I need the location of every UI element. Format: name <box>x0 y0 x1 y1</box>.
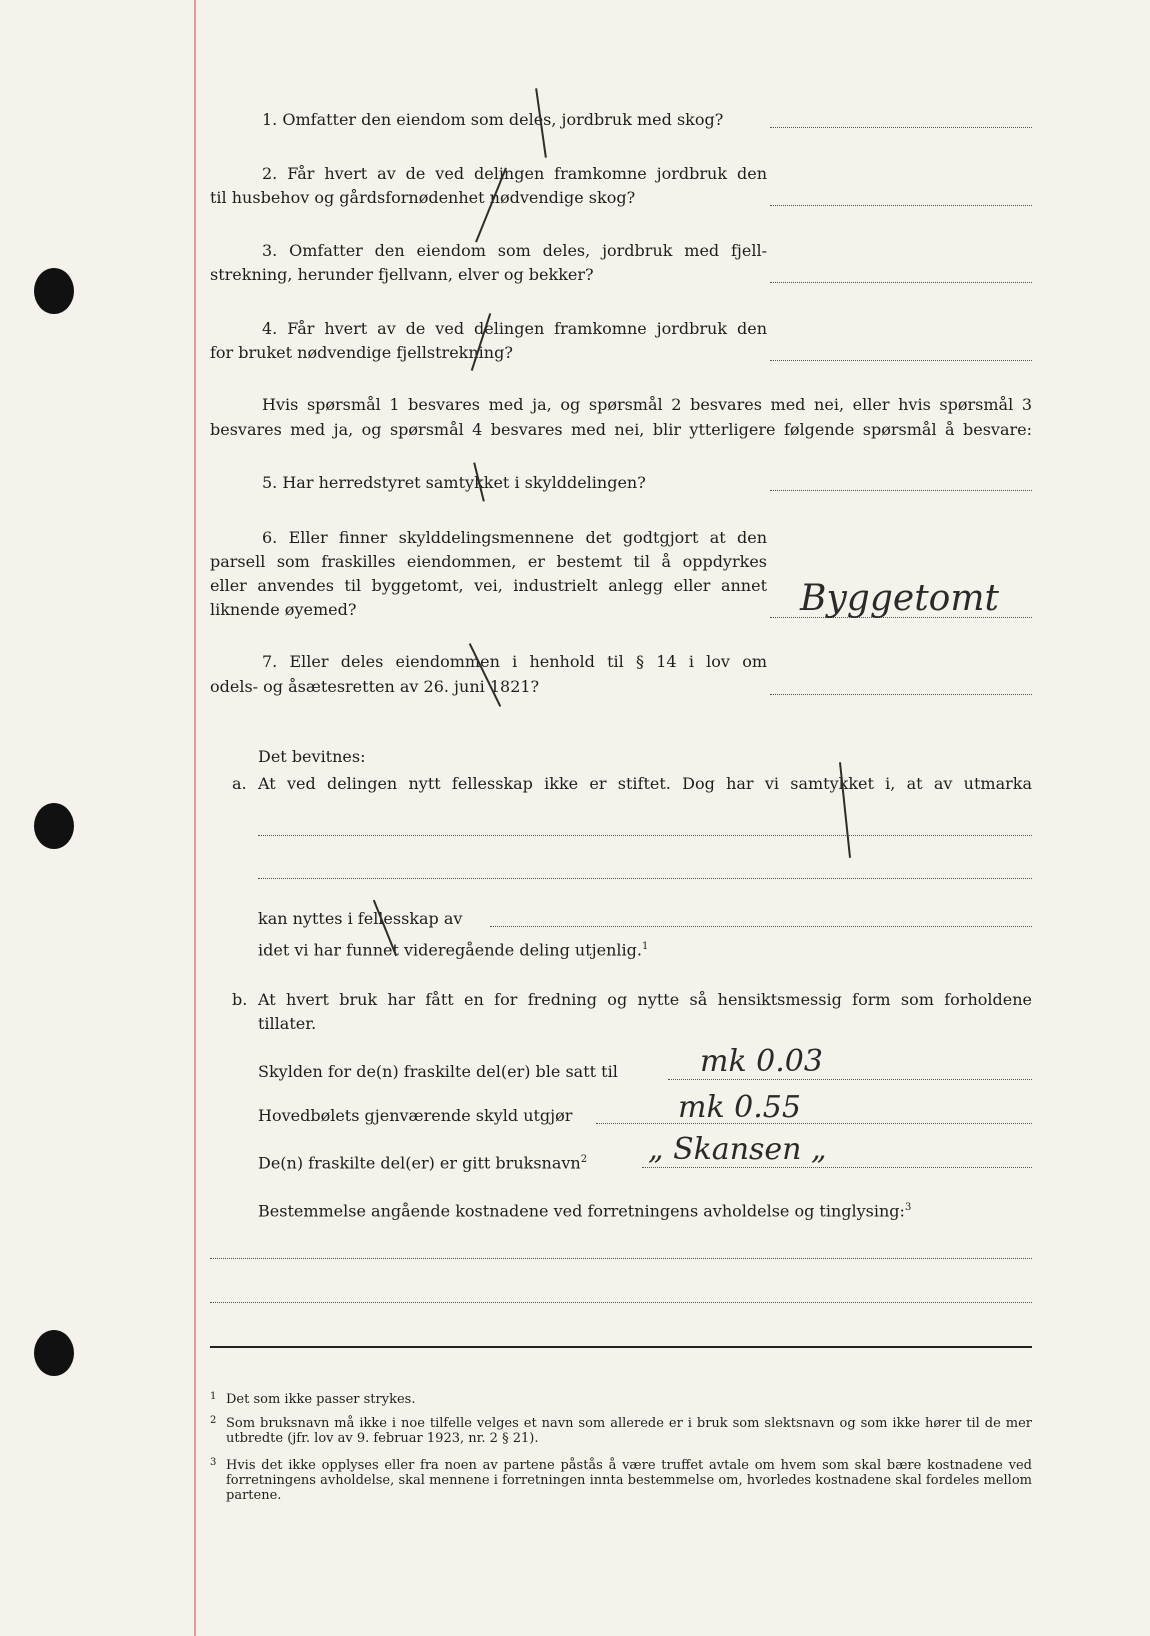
footnote-1 <box>210 1392 1032 1407</box>
attestation-a-line-3-dots <box>490 926 1032 927</box>
footnote-ref-1: 1 <box>641 941 649 952</box>
question-7-line-2: odels- og åsætesretten av 26. juni 1821? <box>210 677 540 696</box>
question-6-line-2: parsell som fraskilles eiendommen, er bestemt til å oppdyrkes <box>210 552 767 571</box>
hoved-line <box>596 1123 1032 1124</box>
kostnad-label <box>258 1196 911 1223</box>
answer-line-3 <box>770 282 1032 283</box>
footnote-1-text: Det som ikke passer strykes. <box>226 1392 416 1407</box>
question-3-line-2: strekning, herunder fjellvann, elver og bekker? <box>210 265 594 284</box>
footnote-3-text: Hvis det ikke opplyses eller fra noen av partene påstås å være truffet avtale om hvem som skal bære kostnadene ved forretningens avholdelse, skal mennene i forretningen innta bestemmelse om, hvorledes kostnadene skal fordeles mellom partene. <box>226 1458 1032 1503</box>
answer-line-4 <box>770 360 1032 361</box>
answer-line-1 <box>770 127 1032 128</box>
attestation-a-line-2 <box>258 878 1032 879</box>
kostnad-line-2 <box>210 1302 1032 1303</box>
footnote-3 <box>210 1458 1032 1503</box>
question-1: 1. Omfatter den eiendom som deles, jordbruk med skog? <box>262 110 724 129</box>
footnote-3-num: 3 <box>210 1457 217 1468</box>
attestation-a-line-1 <box>258 835 1032 836</box>
attestation-a-label: a. <box>232 774 247 793</box>
footnote-ref-2: 2 <box>580 1154 588 1165</box>
hoved-label: Hovedbølets gjenværende skyld utgjør <box>258 1106 573 1125</box>
attestation-b-line-2: tillater. <box>258 1014 317 1033</box>
punch-hole-middle <box>34 803 74 849</box>
footnote-2-text: Som bruksnavn må ikke i noe tilfelle velges et navn som allerede er i bruk som slektsnavn og som ikke hører til de mer utbredte (jfr. lov av 9. februar 1923, nr. 2 § 21). <box>226 1416 1032 1446</box>
kostnad-line-1 <box>210 1258 1032 1259</box>
attestation-b-label: b. <box>232 990 248 1009</box>
question-4-line-2: for bruket nødvendige fjellstrekning? <box>210 343 513 362</box>
condition-line-2: besvares med ja, og spørsmål 4 besvares med nei, blir ytterligere følgende spørsmål å besvare: <box>210 420 1032 439</box>
answer-line-7 <box>770 694 1032 695</box>
attestation-a-text: At ved delingen nytt fellesskap ikke er stiftet. Dog har vi samtykket i, at av utmarka <box>258 774 1032 793</box>
question-6-line-1: 6. Eller finner skylddelingsmennene det godtgjort at den <box>262 528 767 547</box>
attestation-b-line-1: At hvert bruk har fått en for fredning og nytte så hensiktsmessig form som forholdene <box>258 990 1032 1009</box>
question-4-line-1: 4. Får hvert av de ved delingen framkomne jordbruk den <box>262 319 767 338</box>
answer-6-handwritten: Byggetomt <box>800 578 999 619</box>
condition-line-1: Hvis spørsmål 1 besvares med ja, og spørsmål 2 besvares med nei, eller hvis spørsmål 3 <box>262 395 1032 414</box>
footnote-rule <box>210 1346 1032 1348</box>
footnote-1-num: 1 <box>210 1391 217 1402</box>
skyld-label: Skylden for de(n) fraskilte del(er) ble satt til <box>258 1062 618 1081</box>
question-2-line-1: 2. Får hvert av de ved delingen framkomne jordbruk den <box>262 164 767 183</box>
footnote-ref-3: 3 <box>904 1202 912 1213</box>
attestation-a-line-4-text: idet vi har funnet videregående deling utjenlig. <box>258 940 642 960</box>
attestation-heading: Det bevitnes: <box>258 747 366 766</box>
question-6-line-4: liknende øyemed? <box>210 600 357 619</box>
punch-hole-top <box>34 268 74 314</box>
question-5: 5. Har herredstyret samtykket i skylddelingen? <box>262 473 646 492</box>
bruksnavn-label <box>258 1148 587 1175</box>
bruksnavn-label-text: De(n) fraskilte del(er) er gitt bruksnavn <box>258 1153 581 1173</box>
punch-hole-bottom <box>34 1330 74 1376</box>
skyld-line <box>668 1079 1032 1080</box>
answer-line-2 <box>770 205 1032 206</box>
hoved-value-handwritten: mk 0.55 <box>678 1090 801 1125</box>
attestation-a-line-3: kan nyttes i fellesskap av <box>258 909 463 928</box>
question-6-line-3: eller anvendes til byggetomt, vei, industrielt anlegg eller annet <box>210 576 767 595</box>
question-7-line-1: 7. Eller deles eiendommen i henhold til § 14 i lov om <box>262 652 767 671</box>
skyld-value-handwritten: mk 0.03 <box>700 1044 823 1079</box>
answer-line-5 <box>770 490 1032 491</box>
question-3-line-1: 3. Omfatter den eiendom som deles, jordbruk med fjell- <box>262 241 767 260</box>
attestation-a-line-4 <box>258 935 648 962</box>
bruksnavn-line <box>642 1167 1032 1168</box>
bruksnavn-value-handwritten: „ Skansen „ <box>648 1132 827 1167</box>
margin-rule <box>194 0 196 1636</box>
footnote-2 <box>210 1416 1032 1446</box>
question-2-line-2: til husbehov og gårdsfornødenhet nødvendige skog? <box>210 188 636 207</box>
kostnad-label-text: Bestemmelse angående kostnadene ved forretningens avholdelse og tinglysing: <box>258 1201 905 1221</box>
footnote-2-num: 2 <box>210 1415 217 1426</box>
